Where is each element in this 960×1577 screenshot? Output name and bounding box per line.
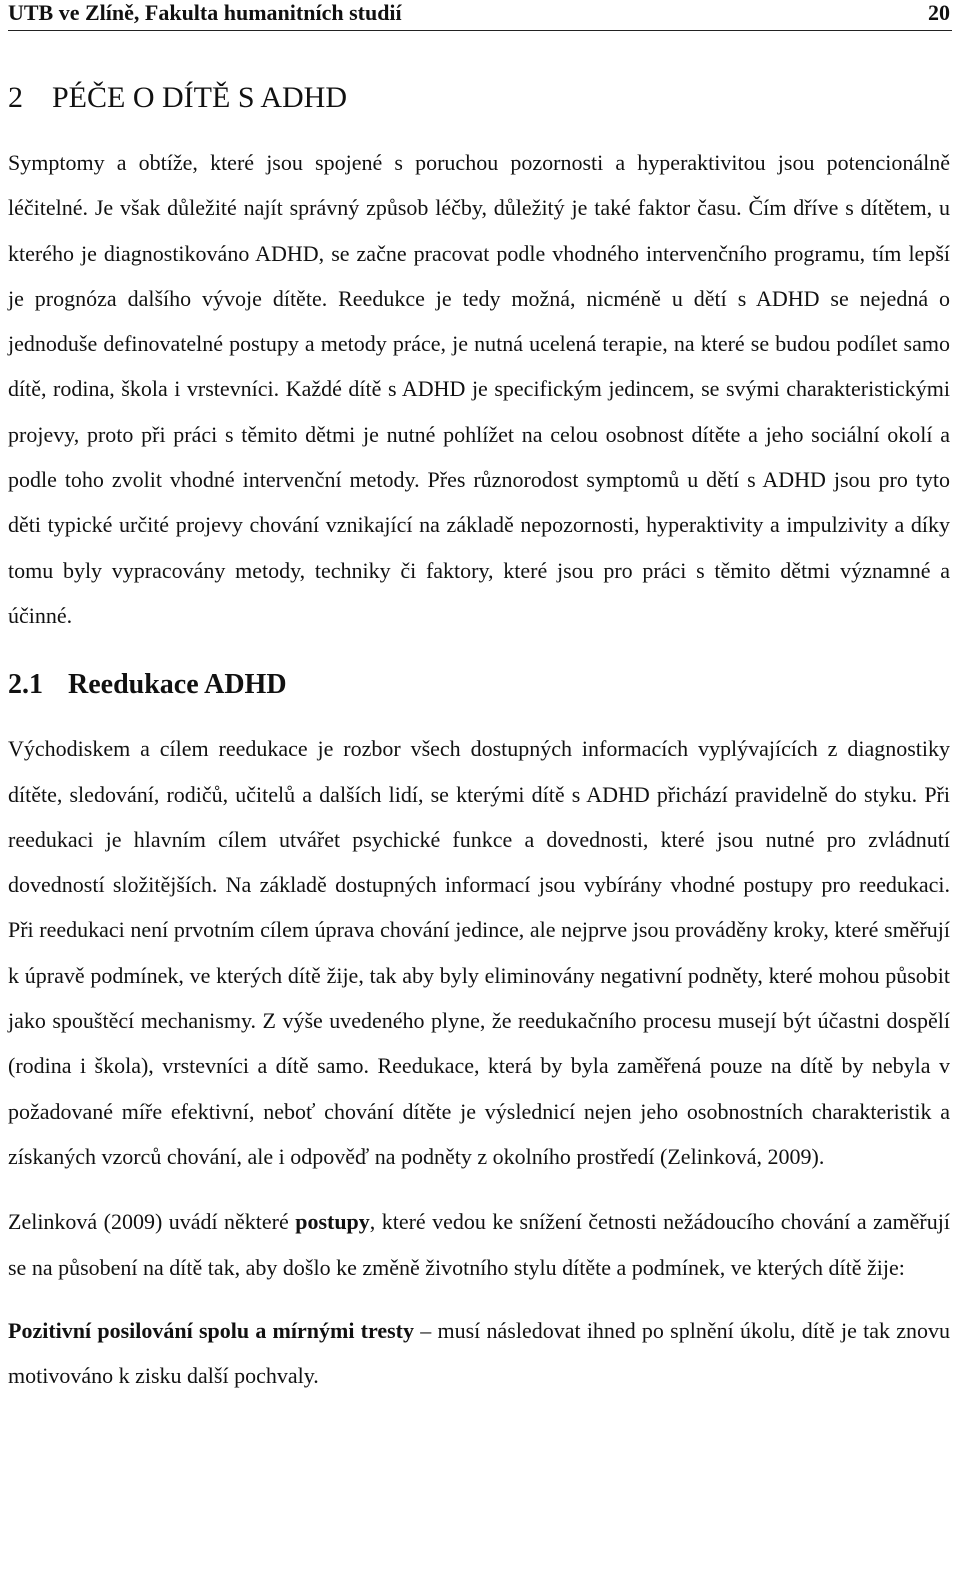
chapter-number: 2 — [8, 81, 23, 114]
running-header — [8, 0, 952, 31]
page-number: 20 — [928, 0, 950, 25]
list-item-text: – musí následovat ihned po splnění úkolu, dítě je tak znovu motivováno k zisku další pochvaly. — [8, 1317, 950, 1389]
header-title: UTB ve Zlíně, Fakulta humanitních studií — [8, 0, 402, 25]
postupy-text-before: Zelinková (2009) uvádí některé — [8, 1209, 296, 1235]
chapter-title: PÉČE O DÍTĚ S ADHD — [52, 81, 348, 114]
intro-paragraph: Symptomy a obtíže, které jsou spojené s poruchou pozornosti a hyperaktivitou jsou potencionálně léčitelné. Je však důležité najít správný způsob léčby, důležitý je také faktor času. Čím dříve s dítětem, u kterého je diagnostikováno ADHD, se začne pracovat podle vhodného intervenčního programu, tím lepší je prognóza dalšího vývoje dítěte. Reedukce je tedy možná, nicméně u dětí s ADHD se nejedná o jednoduše definovatelné postupy a metody práce, je nutná ucelená terapie, na které se budou podílet samo dítě, rodina, škola i vrstevníci. Každé dítě s ADHD je specifickým jedincem, se svými charakteristickými projevy, proto při práci s těmito dětmi je nutné pohlížet na celou osobnost dítěte a jeho sociální okolí a podle toho zvolit vhodné intervenční metody. Přes různorodost symptomů u dětí s ADHD jsou pro tyto děti typické určité projevy chování vznikající na základě nepozornosti, hyperaktivity a impulzivity a díky tomu byly vypracovány metody, techniky či faktory, které jsou pro práci s těmito dětmi významné a účinné. — [8, 150, 950, 628]
postupy-bold-term: postupy — [295, 1209, 370, 1235]
chapter-heading — [8, 80, 950, 116]
list-item-paragraph — [8, 1308, 950, 1399]
list-item-term: Pozitivní posilování spolu a mírnými tresty — [8, 1317, 415, 1343]
section-number: 2.1 — [8, 669, 43, 701]
postupy-paragraph — [8, 1199, 950, 1290]
postupy-text-after: , které vedou ke snížení četnosti nežádoucího chování a zaměřují se na působení na dítě tak, aby došlo ke změně životního stylu dítěte a podmínek, ve kterých dítě žije: — [8, 1209, 950, 1280]
page-content — [8, 80, 950, 1398]
section-title: Reedukace ADHD — [68, 669, 287, 701]
section-heading — [8, 668, 950, 702]
section-paragraph: Východiskem a cílem reedukace je rozbor všech dostupných informacích vyplývajících z diagnostiky dítěte, sledování, rodičů, učitelů a dalších lidí, se kterými dítě s ADHD přichází pravidelně do styku. Při reedukaci je hlavním cílem utvářet psychické funkce a dovednosti, které jsou nutné pro zvládnutí dovedností složitějších. Na základě dostupných informací jsou vybírány vhodné postupy pro reedukaci. Při reedukaci není prvotním cílem úprava chování jedince, ale nejprve jsou prováděny kroky, které směřují k úpravě podmínek, ve kterých dítě žije, tak aby byly eliminovány negativní podněty, které mohou působit jako spouštěcí mechanismy. Z výše uvedeného plyne, že reedukačního procesu musejí být účastni dospělí (rodina i škola), vrstevníci a dítě samo. Reedukace, která by byla zaměřená pouze na dítě by nebyla v požadované míře efektivní, neboť chování dítěte je výslednicí nejen jeho osobnostních charakteristik a získaných vzorců chování, ale i odpověď na podněty z okolního prostředí (Zelinková, 2009). — [8, 736, 950, 1169]
